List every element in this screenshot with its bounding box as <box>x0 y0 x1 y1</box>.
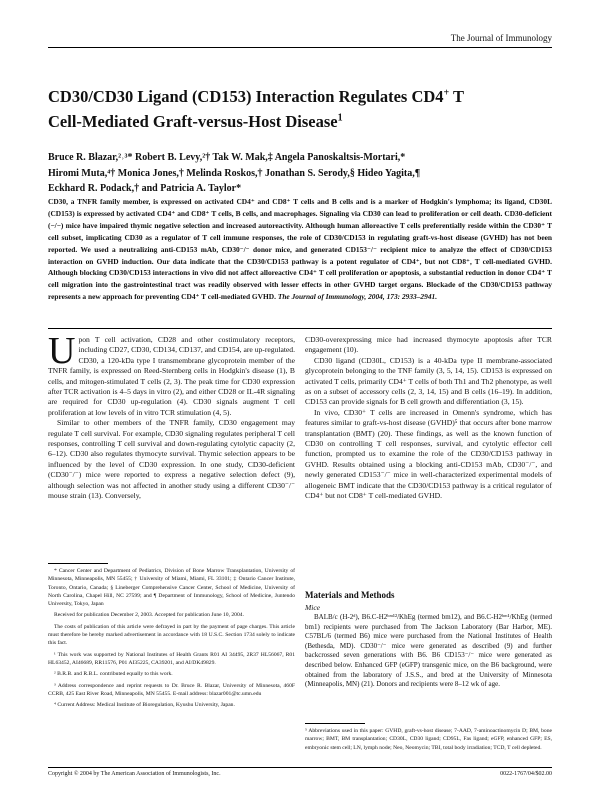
body-paragraph: In vivo, CD30⁺ T cells are increased in Omenn's syndrome, which has features similar to graft-vs-host disease (GVHD)⁵ that occurs after bone marrow transplantation (BMT) (20). These findings, as well as the known function of CD30 on controlling T cell responses, survival, and cytolytic effector cell function, prompted us to examine the role of the CD30/CD153 pathway in GVHD. Results obtained using a blocking anti-CD153 mAb, CD30⁻/⁻, and newly generated CD153⁻/⁻ mice in well-characterized experimental models of allogeneic BMT indicate that the CD30/CD153 pathway is a critical regulator of CD4⁺ but not CD8⁺ T cell-mediated GVHD. <box>305 407 552 501</box>
methods-heading: Materials and Methods <box>305 590 395 600</box>
body-paragraph: CD30 ligand (CD30L, CD153) is a 40-kDa type II membrane-associated glycoprotein belonging to the TNF family (3, 5, 14, 15). CD153 is expressed on activated T cells, primarily CD4⁺ T cells of both Th1 and Th2 phenotype, as well as on a subset of accessory cells (2, 3, 14, 15) and B cells (16–19). In addition, CD153 can provide signals for B cell growth and differentiation (3, 15). <box>305 355 552 407</box>
issn-code: 0022-1767/04/$02.00 <box>500 771 552 777</box>
footnote: ⁴ Current Address: Medical Institute of Bioregulation, Kyushu University, Japan. <box>54 702 235 709</box>
author-line: Bruce R. Blazar,²˒³* Robert B. Levy,²† Tak W. Mak,‡ Angela Panoskaltsis-Mortari,* <box>48 152 406 163</box>
methods-paragraph: BALB/c (H-2ᵈ), B6.C-H2ᵇᵐ¹²/KhEg (termed bm12), and B6.C-H2ᵇᵐ¹/KhEg (termed bm1) recipients were purchased from The Jackson Laboratory (Bar Harbor, ME). C57BL/6 (termed B6) mice were purchased from the National Institutes of Health (Bethesda, MD). CD30⁻/⁻ mice were generated as described (9) and further backcrossed seven generations with B6. B6 CD153⁻/⁻ mice were generated as described below. Enhanced GFP (eGFP) transgenic mice, on the B6 background, were obtained from the laboratory of J.S.S., and bred at the University of Minnesota (Minneapolis, MN) (21). Donors and recipients were 8–12 wk of age. <box>305 613 552 689</box>
methods-subheading: Mice <box>305 603 320 612</box>
affiliations: * Cancer Center and Department of Pediatrics, Division of Bone Marrow Transplantation, University of Minnesota, Minneapolis, MN 55455; † University of Miami, Miami, FL 33101; ‡ Ontario Cancer Institute, Toronto, Ontario, Canada; § Lineberger Comprehensive Cancer Center, School of Medicine, University of North Carolina, Chapel Hill, NC 27599; and ¶ Department of Immunology, School of Medicine, Juntendo University, Tokyo, Japan <box>48 568 295 608</box>
author-line: Eckhard R. Podack,† and Patricia A. Taylor* <box>48 183 242 195</box>
abstract <box>48 196 552 303</box>
body-paragraph: Similar to other members of the TNFR family, CD30 engagement may regulate T cell survival. For example, CD30 signaling regulates peripheral T cell responses, controlling T cell survival and down-regulating cytolytic capacity (2, 6–12). CD30 also regulates thymocyte survival. Thymic selection appears to be influenced by the level of CD30 expression. In one study, CD30-deficient (CD30⁻/⁻) mice were reported to express a negative selection defect (9), although selection was not affected in another study using a different CD30⁻/⁻ mouse strain (13). Conversely, <box>48 418 295 501</box>
footnote: ¹ This work was supported by National Institutes of Health Grants R01 AI 34495, 2R37 HL56067, R01 HL63452, AI46689, RR11576, P01 AI35225, CA39201, and AI/DK49829. <box>48 651 295 666</box>
body-paragraph: CD30-overexpressing mice had increased thymocyte apoptosis after TCR engagement (10). <box>305 335 552 355</box>
title-line1: CD30/CD30 Ligand (CD153) Interaction Regulates CD4+ T <box>48 86 465 106</box>
footnote: ² B.R.B. and R.B.L. contributed equally to this work. <box>54 671 173 678</box>
article-title <box>48 82 552 133</box>
abstract-text: CD30, a TNFR family member, is expressed on activated CD4⁺ and CD8⁺ T cells and B cells and is a marker of Hodgkin's lymphoma; its ligand, CD30L (CD153) is expressed by activated CD4⁺ and CD8⁺ T cells, B cells, and macrophages. Signaling via CD30 can lead to proliferation or cell death. CD30-deficient (−/−) mice have impaired thymic negative selection and increased autoreactivity. Although human alloreactive T cells preferentially reside within the CD30⁺ T cell subset, implicating CD30 as a regulator of T cell immune responses, the role of CD30/CD153 in regulating graft-vs-host disease (GVHD) has not been reported. We used a neutralizing anti-CD153 mAb, CD30⁻/⁻ donor mice, and generated CD153⁻/⁻ recipient mice to analyze the effect of CD30/CD153 interaction on GVHD induction. Our data indicate that the CD30/CD153 pathway is a potent regulator of CD4⁺, but not CD8⁺, T cell-mediated GVHD. Although blocking CD30/CD153 interactions in vivo did not affect alloreactive CD4⁺ T cell proliferation or apoptosis, a substantial reduction in donor CD4⁺ T cell migration into the gastrointestinal tract was readily observed with lesser effects in other GVHD target organs. Blockade of the CD30/CD153 pathway represents a new approach for preventing CD4⁺ T cell-mediated GVHD. <box>48 197 552 302</box>
header-rule <box>48 47 552 48</box>
footnote-rule <box>48 563 108 564</box>
abstract-rule <box>48 328 552 329</box>
body-column-left <box>48 330 295 502</box>
abstract-citation: The Journal of Immunology, 2004, 173: 2933–2941. <box>277 292 438 302</box>
publication-costs: The costs of publication of this article were defrayed in part by the payment of page charges. This article must therefore be hereby marked advertisement in accordance with 18 U.S.C. Section 1734 solely to indicate this fact. <box>48 623 295 647</box>
drop-cap: U <box>48 330 76 372</box>
footnotes <box>48 567 295 712</box>
body-paragraph: Upon T cell activation, CD28 and other costimulatory receptors, including CD27, CD30, CD134, CD137, and CD154, are up-regulated. CD30, a 120-kDa type I transmembrane glycoprotein member of the TNFR family, is expressed on Reed-Sternberg cells in Hodgkin's disease (1), B cells, and mitogen-stimulated T cells (2, 3). The peak time for CD30 expression after TCR activation is 4–5 days in vitro (2), and either CD28 or IL-4R signaling are required for CD30 up-regulation (4). CD30 signals augment T cell proliferation at low levels of in vitro TCR stimulation (4, 5). <box>48 330 295 417</box>
author-line: Hiromi Muta,⁴† Monica Jones,† Melinda Roskos,† Jonathan S. Serody,§ Hideo Yagita,¶ <box>48 167 421 179</box>
author-list <box>48 150 552 197</box>
footer-rule <box>48 767 552 768</box>
received-date: Received for publication December 2, 2003. Accepted for publication June 10, 2004. <box>54 612 244 619</box>
abbreviations: ⁵ Abbreviations used in this paper: GVHD, graft-vs-host disease; 7-AAD, 7-aminoactinomycin D; BM, bone marrow; BMT, BM transplantation; CD30L, CD30 ligand; CD95L, Fas ligand; eGFP, enhanced GFP; ES, embryonic stem cell; LN, lymph node; Neo, Neomycin; TBI, total body irradiation; TCD, T cell depleted. <box>305 728 552 751</box>
methods-text <box>305 613 552 690</box>
title-line2: Cell-Mediated Graft-versus-Host Disease$^1$ <box>48 112 343 131</box>
journal-name: The Journal of Immunology <box>450 33 552 43</box>
copyright: Copyright © 2004 by The American Association of Immunologists, Inc. <box>48 771 221 777</box>
footnote: ³ Address correspondence and reprint requests to Dr. Bruce R. Blazar, University of Minnesota, 460F CCRB, 425 East River Road, Minneapolis, MN 55455. E-mail address: blazar001@tc.umn.edu <box>48 682 295 697</box>
body-column-right <box>305 335 552 502</box>
abbreviations-rule <box>305 723 365 724</box>
